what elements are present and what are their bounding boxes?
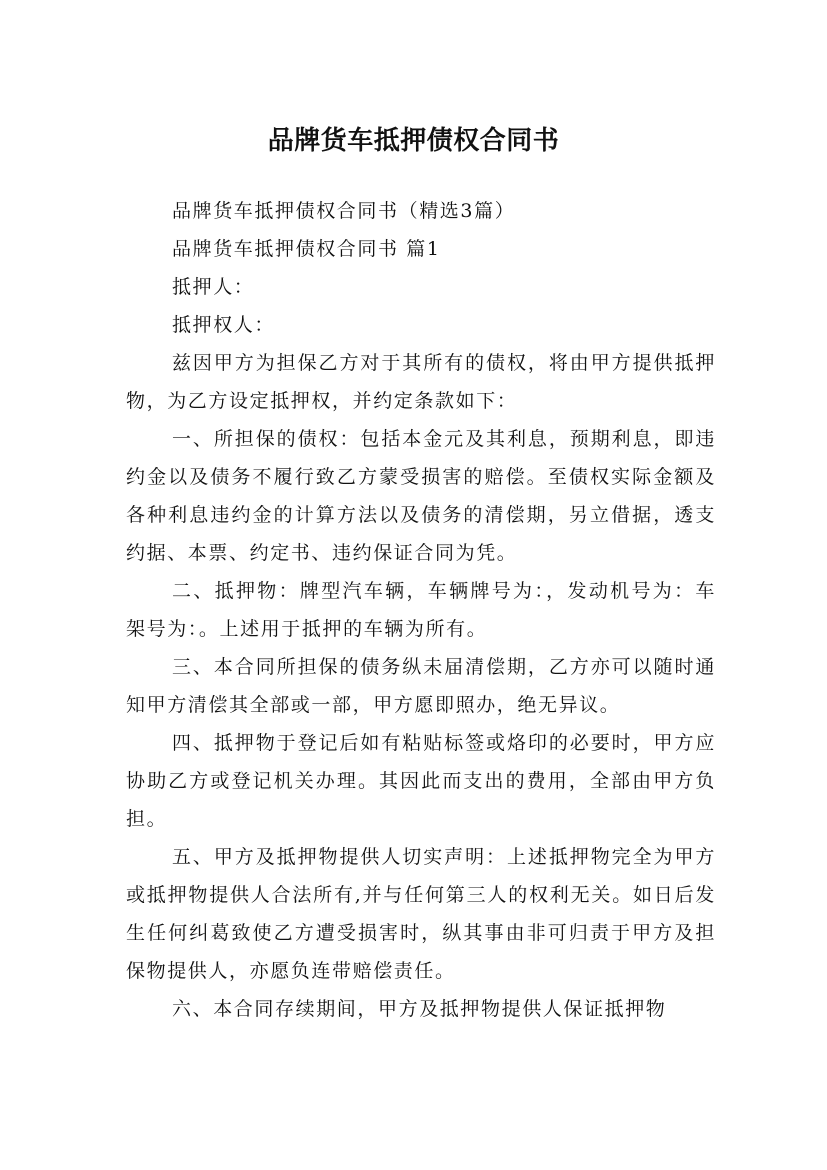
paragraph-subtitle: 品牌货车抵押债权合同书（精选3篇） — [172, 200, 516, 222]
paragraph-clause-3: 三、本合同所担保的债务纵未届清偿期，乙方亦可以随时通知甲方清偿其全部或一部，甲方愿即照办，绝无异议。 — [126, 656, 716, 716]
paragraph-clause-4: 四、抵押物于登记后如有粘贴标签或烙印的必要时，甲方应协助乙方或登记机关办理。其因此而支出的费用，全部由甲方负担。 — [126, 732, 716, 830]
paragraph-preamble: 兹因甲方为担保乙方对于其所有的债权，将由甲方提供抵押物，为乙方设定抵押权，并约定条款如下： — [126, 352, 716, 412]
paragraph-clause-1: 一、所担保的债权：包括本金元及其利息，预期利息，即违约金以及债务不履行致乙方蒙受损害的赔偿。至债权实际金额及各种利息违约金的计算方法以及债务的清偿期，另立借据，透支约据、本票、约定书、违约保证合同为凭。 — [126, 428, 716, 564]
paragraph-mortgagee: 抵押权人： — [172, 314, 276, 336]
paragraph-section-heading: 品牌货车抵押债权合同书 篇1 — [172, 238, 441, 260]
paragraph-clause-6: 六、本合同存续期间，甲方及抵押物提供人保证抵押物 — [172, 998, 667, 1020]
document-body — [126, 192, 716, 1028]
paragraph-mortgagor: 抵押人： — [172, 276, 255, 298]
document-title: 品牌货车抵押债权合同书 — [267, 126, 560, 157]
paragraph-clause-2: 二、抵押物：牌型汽车辆，车辆牌号为：，发动机号为：车架号为：。上述用于抵押的车辆为所有。 — [126, 580, 716, 640]
paragraph-clause-5: 五、甲方及抵押物提供人切实声明：上述抵押物完全为甲方或抵押物提供人合法所有,并与任何第三人的权利无关。如日后发生任何纠葛致使乙方遭受损害时，纵其事由非可归责于甲方及担保物提供人，亦愿负连带赔偿责任。 — [126, 846, 716, 982]
